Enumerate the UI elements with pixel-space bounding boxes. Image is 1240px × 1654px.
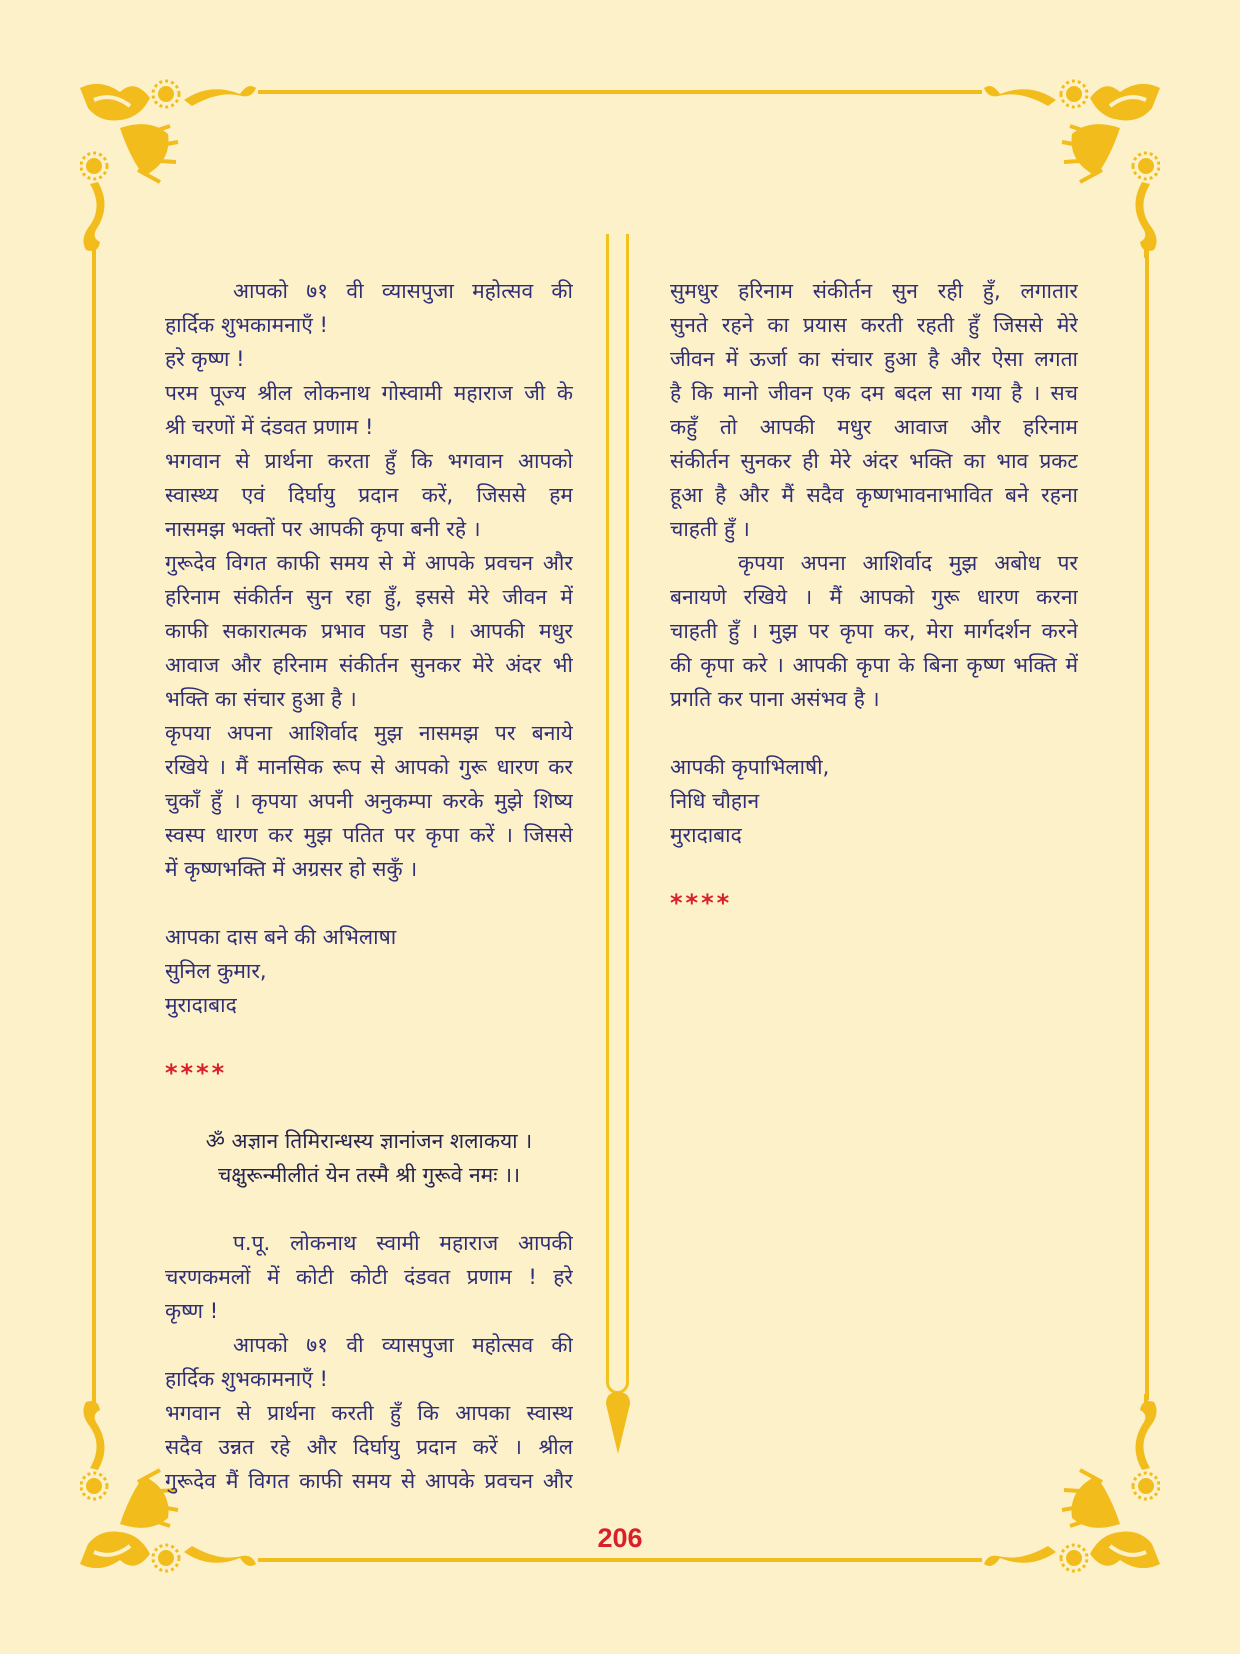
right-border-line — [1145, 250, 1149, 1400]
text-line: परम पूज्य श्रील लोकनाथ गोस्वामी महाराज जी के — [165, 381, 573, 405]
text-line: रखिये । मैं मानसिक रूप से आपको गुरू धारण कर — [165, 755, 573, 779]
text-line: हरिनाम संकीर्तन सुन रहा हुँ, इससे मेरे जीवन में — [165, 585, 573, 609]
sloka-line: ॐ अज्ञान तिमिरान्धस्य ज्ञानांजन शलाकया । — [205, 1129, 533, 1153]
text-line: गुरूदेव विगत काफी समय से में आपके प्रवचन और — [165, 551, 573, 575]
text-line: आवाज और हरिनाम संकीर्तन सुनकर मेरे अंदर भी — [165, 653, 573, 677]
text-line: चरणकमलों में कोटी कोटी दंडवत प्रणाम ! हरे — [165, 1265, 573, 1289]
author-city: मुरादाबाद — [670, 823, 742, 847]
text-line: प.पू. लोकनाथ स्वामी महाराज आपकी — [233, 1231, 573, 1255]
signoff-line: आपकी कृपाभिलाषी, — [670, 755, 830, 779]
text-line: आपको ७१ वी व्यासपुजा महोत्सव की — [233, 279, 573, 303]
text-line: सुनते रहने का प्रयास करती रहती हुँ जिससे मेरे — [670, 313, 1078, 337]
section-separator-stars: **** — [165, 1059, 228, 1087]
text-line: है कि मानो जीवन एक दम बदल सा गया है । सच — [670, 381, 1078, 405]
text-line: कृपया अपना आशिर्वाद मुझ नासमझ पर बनाये — [165, 721, 573, 745]
text-line: चाहती हुँ । मुझ पर कृपा कर, मेरा मार्गदर्शन करने — [670, 619, 1078, 643]
author-name: निधि चौहान — [670, 789, 760, 813]
left-column — [165, 274, 573, 1498]
text-line: भगवान से प्रार्थना करता हुँ कि भगवान आपको — [165, 449, 573, 473]
section-separator-stars: **** — [670, 889, 733, 917]
page-number: 206 — [597, 1523, 643, 1553]
left-border-line — [92, 250, 96, 1400]
text-line: जीवन में ऊर्जा का संचार हुआ है और ऐसा लगता — [670, 347, 1078, 371]
text-line: चुकाँ हुँ । कृपया अपनी अनुकम्पा करके मुझे शिष्य — [165, 789, 573, 813]
text-line: चाहती हुँ । — [670, 517, 750, 541]
text-line: कहुँ तो आपकी मधुर आवाज और हरिनाम — [670, 415, 1078, 439]
text-line: सुमधुर हरिनाम संकीर्तन सुन रही हुँ, लगातार — [670, 279, 1078, 303]
text-line: में कृष्णभक्ति में अग्रसर हो सकुँ । — [165, 857, 418, 881]
text-line: कृष्ण ! — [165, 1299, 219, 1323]
signoff-line: आपका दास बने की अभिलाषा — [165, 925, 397, 949]
text-line: नासमझ भक्तों पर आपकी कृपा बनी रहे । — [165, 517, 481, 541]
text-line: भक्ति का संचार हुआ है । — [165, 687, 357, 711]
text-line: सदैव उन्नत रहे और दिर्घायु प्रदान करें । श्रील — [165, 1435, 573, 1459]
top-border-line — [262, 90, 978, 94]
author-city: मुरादाबाद — [165, 993, 237, 1017]
text-line: भगवान से प्रार्थना करती हुँ कि आपका स्वास्थ — [165, 1401, 573, 1425]
author-name: सुनिल कुमार, — [165, 959, 267, 983]
text-line: काफी सकारात्मक प्रभाव पडा है । आपकी मधुर — [165, 619, 573, 643]
text-line: प्रगति कर पाना असंभव है । — [670, 687, 880, 711]
text-line: गुरूदेव मैं विगत काफी समय से आपके प्रवचन और — [165, 1469, 573, 1493]
text-line: हार्दिक शुभकामनाएँ ! — [165, 313, 328, 337]
corner-ornament-top-left-icon — [80, 78, 270, 258]
text-line: हरे कृष्ण ! — [165, 347, 245, 371]
sloka-line: चक्षुरून्मीलीतं येन तस्मै श्री गुरूवे नमः ।। — [217, 1163, 521, 1187]
text-line: कृपया अपना आशिर्वाद मुझ अबोध पर — [738, 551, 1078, 575]
text-line: संकीर्तन सुनकर ही मेरे अंदर भक्ति का भाव प्रकट — [670, 449, 1078, 473]
text-line: की कृपा करे । आपकी कृपा के बिना कृष्ण भक्ति में — [670, 653, 1078, 677]
text-line: स्वास्थ्य एवं दिर्घायु प्रदान करें, जिससे हम — [165, 483, 573, 507]
column-divider — [606, 234, 629, 1394]
text-line: हार्दिक शुभकामनाएँ ! — [165, 1367, 328, 1391]
right-column — [670, 274, 1078, 920]
pendant-ornament-icon — [606, 1392, 630, 1456]
corner-ornament-top-right-icon — [970, 78, 1160, 258]
text-line: आपको ७१ वी व्यासपुजा महोत्सव की — [233, 1333, 573, 1357]
text-line: श्री चरणों में दंडवत प्रणाम ! — [165, 415, 374, 439]
text-line: स्वस्प धारण कर मुझ पतित पर कृपा करें । जिससे — [165, 823, 573, 847]
text-line: बनायणे रखिये । मैं आपको गुरू धारण करना — [670, 585, 1078, 609]
bottom-border-line — [262, 1558, 978, 1562]
text-line: हूआ है और मैं सदैव कृष्णभावनाभावित बने रहना — [670, 483, 1078, 507]
